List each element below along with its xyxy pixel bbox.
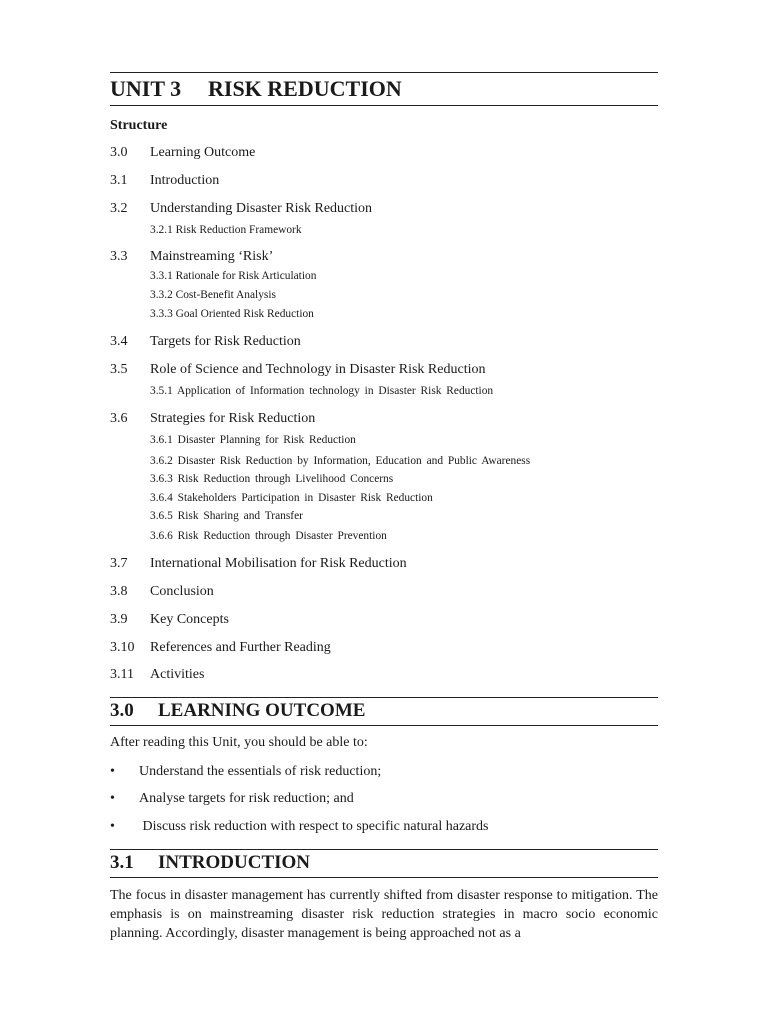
toc-item: 3.7 International Mobilisation for Risk Reduction — [110, 556, 407, 571]
section-heading-introduction: 3.1 INTRODUCTION — [110, 852, 311, 873]
toc-subitem: 3.6.4 Stakeholders Participation in Disaster Risk Reduction — [150, 492, 433, 504]
toc-item: 3.6 Strategies for Risk Reduction — [110, 411, 316, 426]
list-item: • Discuss risk reduction with respect to specific natural hazards — [110, 819, 489, 834]
unit-heading — [110, 76, 402, 102]
toc-subitem: 3.6.2 Disaster Risk Reduction by Information, Education and Public Awareness — [150, 455, 531, 467]
toc-subitem: 3.3.2 Cost-Benefit Analysis — [150, 289, 276, 301]
unit-heading-rule — [110, 105, 658, 106]
toc-item: 3.11 Activities — [110, 667, 205, 682]
structure-label: Structure — [110, 118, 168, 133]
toc-subitem: 3.3.3 Goal Oriented Risk Reduction — [150, 308, 314, 320]
list-item: • Understand the essentials of risk reduction; — [110, 764, 382, 779]
section-heading-learning-outcome: 3.0 LEARNING OUTCOME — [110, 700, 366, 721]
toc-subitem: 3.2.1 Risk Reduction Framework — [150, 224, 302, 236]
toc-subitem: 3.6.1 Disaster Planning for Risk Reduction — [150, 434, 356, 446]
toc-subitem: 3.6.5 Risk Sharing and Transfer — [150, 510, 303, 522]
toc-item: 3.4 Targets for Risk Reduction — [110, 334, 301, 349]
toc-item: 3.5 Role of Science and Technology in Disaster Risk Reduction — [110, 362, 486, 377]
top-rule — [110, 72, 658, 73]
section-rule-top — [110, 849, 658, 850]
toc-subitem: 3.5.1 Application of Information technology in Disaster Risk Reduction — [150, 385, 494, 397]
toc-item: 3.10 References and Further Reading — [110, 640, 331, 655]
section-rule-bottom — [110, 877, 658, 878]
toc-subitem: 3.3.1 Rationale for Risk Articulation — [150, 270, 317, 282]
toc-subitem: 3.6.3 Risk Reduction through Livelihood Concerns — [150, 473, 394, 485]
unit-title: RISK REDUCTION — [208, 76, 402, 101]
toc-item: 3.0 Learning Outcome — [110, 145, 256, 160]
toc-item: 3.3 Mainstreaming ‘Risk’ — [110, 249, 274, 264]
toc-item: 3.8 Conclusion — [110, 584, 214, 599]
unit-number: UNIT 3 — [110, 76, 182, 101]
learning-outcome-intro: After reading this Unit, you should be able to: — [110, 735, 368, 750]
section-rule-bottom — [110, 725, 658, 726]
section-rule-top — [110, 697, 658, 698]
list-item: • Analyse targets for risk reduction; and — [110, 791, 354, 806]
introduction-paragraph: The focus in disaster management has currently shifted from disaster response to mitigation. The emphasis is on mainstreaming disaster risk reduction strategies in macro socio economic planning. Accordingly, disaster management is being approached not as a — [110, 888, 658, 941]
toc-item: 3.1 Introduction — [110, 173, 220, 188]
toc-item: 3.2 Understanding Disaster Risk Reduction — [110, 201, 373, 216]
toc-item: 3.9 Key Concepts — [110, 612, 229, 627]
toc-subitem: 3.6.6 Risk Reduction through Disaster Prevention — [150, 530, 387, 542]
